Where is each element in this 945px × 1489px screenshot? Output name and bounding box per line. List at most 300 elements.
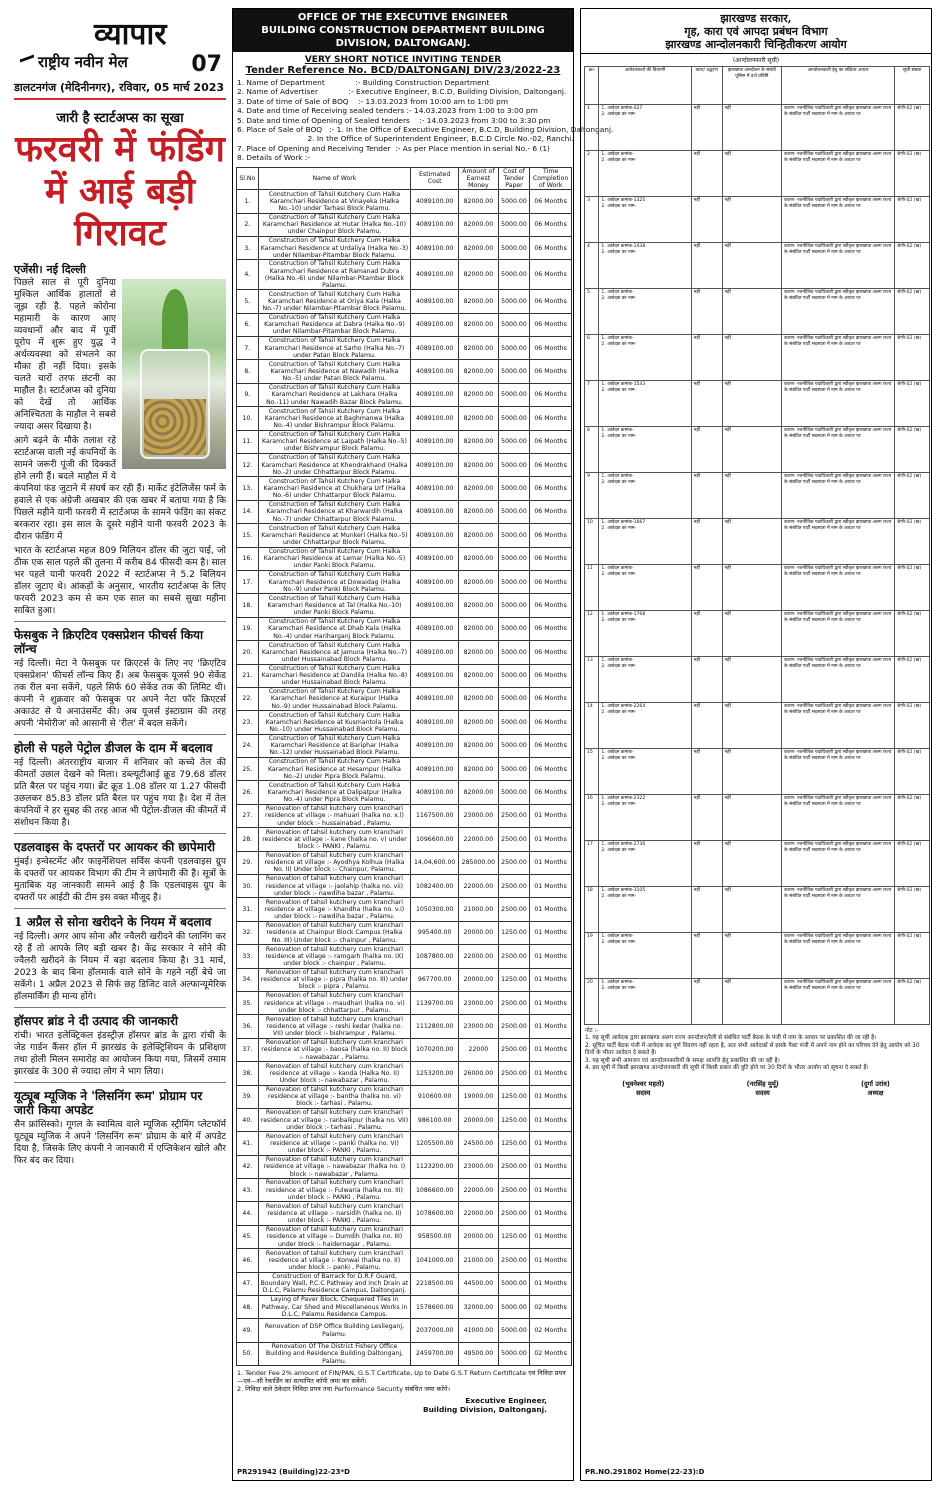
table-cell: 1086600.00 (411, 1179, 459, 1202)
table-cell: नहीं (722, 887, 782, 933)
table-cell: 1. आवेदन क्रमांक- 2. आवेदक का नाम- (599, 289, 691, 335)
table-row (237, 1108, 572, 1131)
table-cell: Renovation of tahsil kutchery cum kranchari residence at village :- ramgarh (halka no. IX) under block :- chainpur , Palamu. (258, 945, 411, 968)
table-cell: 06 Months (530, 360, 572, 383)
table-cell: 2. (237, 213, 259, 236)
table-cell: 5000.00 (498, 213, 530, 236)
table-row (237, 524, 572, 547)
table-cell: नहीं (691, 887, 722, 933)
table-row (585, 795, 930, 841)
table-cell: 22000.00 (459, 945, 499, 968)
table-cell: 1250.00 (498, 1132, 530, 1155)
table-cell: 37. (237, 1038, 259, 1061)
table-row (237, 1342, 572, 1365)
table-cell: कारण- रजनीतिक पदाधिकारी द्वारा स्वीकृत झारखण्ड अलग राज्य के संबंधित पार्टी सदस्यता में नाम के आधार पर (782, 657, 895, 703)
table-cell: 2500.00 (498, 1015, 530, 1038)
table-row (237, 213, 572, 236)
table-row (237, 781, 572, 804)
table-cell: 42. (237, 1155, 259, 1178)
table-cell: 82000.00 (459, 547, 499, 570)
table-row (237, 360, 572, 383)
notice-pr-number: PR.NO.291802 Home(22-23):D (585, 1468, 705, 1476)
table-cell: नहीं (691, 335, 722, 381)
table-cell: 14 (585, 703, 599, 749)
table-cell: Renovation of tahsil kutchery cum kranchari residence at village :- nawabazar (halka no. I) block :- nawabazar , Palamu. (258, 1155, 411, 1178)
table-cell: Construction of Tahsil Kutchery Cum Halka Karamchari Residence at Ramanad Dubra (Halka No.-6) under Nilambar-Pitambar Block Palamu. (258, 260, 411, 290)
table-cell: श्रेणी-02 (ख) (895, 519, 930, 565)
table-cell: 6. (237, 313, 259, 336)
table-cell: Renovation of tahsil kutchery cum kranchari residence at village :- panki (halka no. VI) under block :- PANKI , Palamu. (258, 1132, 411, 1155)
table-cell: 20000.00 (459, 1108, 499, 1131)
table-cell: 1. आवेदन क्रमांक- 2. आवेदक का नाम- (599, 565, 691, 611)
table-row (237, 477, 572, 500)
table-cell: नहीं (691, 979, 722, 1025)
table-cell: 82000.00 (459, 407, 499, 430)
table-cell: 01 Months (530, 1202, 572, 1225)
table-cell: 13 (585, 657, 599, 703)
table-cell: Construction of Tahsil Kutchery Cum Halka Karamchari Residence at Tal (Halka No.-10) under Panki Block Palamu. (258, 594, 411, 617)
table-row (585, 473, 930, 519)
article-title: यूट्यूब म्यूजिक ने 'लिसनिंग रूम' प्रोग्राम पर जारी किया अपडेट (14, 1089, 203, 1117)
table-cell: 01 Months (530, 1155, 572, 1178)
table-cell: 2500.00 (498, 1038, 530, 1061)
table-cell: 4089100.00 (411, 641, 459, 664)
table-cell: Renovation of tahsil kutchery cum kranchari residence at Chainpur Block Campus (Halka No. III) Under block :- chainpur , Palamu. (258, 921, 411, 944)
table-cell: 4089100.00 (411, 734, 459, 757)
table-cell: Construction of Tahsil Kutchery Cum Halka Karamchari Residence at Lemar (Halka No.-5) under Panki Block Palamu. (258, 547, 411, 570)
table-cell: 2500.00 (498, 1202, 530, 1225)
table-cell: 1050300.00 (411, 898, 459, 921)
table-cell: 44500.00 (459, 1272, 499, 1295)
table-cell: नहीं (722, 657, 782, 703)
table-cell: श्रेणी-02 (ख) (895, 795, 930, 841)
table-cell: नहीं (722, 565, 782, 611)
table-row (237, 687, 572, 710)
table-row (237, 260, 572, 290)
table-cell: 06 Months (530, 641, 572, 664)
table-cell: 1. आवेदन क्रमांक-1768 2. आवेदक का नाम- (599, 611, 691, 657)
table-row (585, 197, 930, 243)
table-cell: Construction of Tahsil Kutchery Cum Halka Karamchari Residence at Dowaidag (Halka No.-9) under Panki Block Palamu. (258, 570, 411, 593)
table-cell: श्रेणी-02 (ख) (895, 197, 930, 243)
table-cell: 22000.00 (459, 828, 499, 851)
table-cell: 06 Months (530, 313, 572, 336)
table-cell: 5000.00 (498, 360, 530, 383)
table-cell: 986100.00 (411, 1108, 459, 1131)
table-cell: 28. (237, 828, 259, 851)
notice-header (581, 9, 931, 54)
article-body: सैन फ्रांसिस्को। गूगल के स्वामित्व वाले म्यूजिक स्ट्रीमिंग प्लेटफॉर्म यूट्यूब म्यूजिक ने अपने 'लिसनिंग रूम' प्रोग्राम के बारे में अपडेट दिया है, जिसके लिए कंपनी ने जानकारी में एप्लिकेशन खोले और फिर बंद कर दिया। (14, 1120, 226, 1166)
table-row (237, 641, 572, 664)
table-cell: नहीं (691, 243, 722, 289)
table-cell: 1250.00 (498, 921, 530, 944)
table-cell: 1. आवेदन क्रमांक- 2. आवेदक का नाम- (599, 335, 691, 381)
table-cell: Construction of Tahsil Kutchery Cum Halka Karamchari Residence at Dhab Kala (Halka No.-4) under Hariharganj Block Palamu. (258, 617, 411, 640)
table-cell: 06 Months (530, 547, 572, 570)
table-cell: 1250.00 (498, 1085, 530, 1108)
table-cell: 20 (585, 979, 599, 1025)
table-cell: Renovation Of The District Fishery Office Building and Residence Building Daltonganj, Palamu. (258, 1342, 411, 1365)
table-cell: 1112800.00 (411, 1015, 459, 1038)
coin-jar-photo (122, 279, 226, 469)
table-row (237, 828, 572, 851)
table-cell: 02 Months (530, 1342, 572, 1365)
table-cell: 43. (237, 1179, 259, 1202)
table-cell: 4089100.00 (411, 524, 459, 547)
table-cell: श्रेणी-02 (ख) (895, 473, 930, 519)
table-cell: 50. (237, 1342, 259, 1365)
table-cell: 2500.00 (498, 804, 530, 827)
table-cell: 20. (237, 641, 259, 664)
article-divider (14, 734, 226, 735)
tender-detail-line: 2. Name of Advertiser :- Executive Engineer, B.C.D, Building Division, Daltonganj. (237, 87, 567, 97)
table-cell: 23000.00 (459, 1015, 499, 1038)
table-cell: 06 Months (530, 594, 572, 617)
table-cell: 6 (585, 335, 599, 381)
table-cell: 4089100.00 (411, 260, 459, 290)
table-cell: 36. (237, 1015, 259, 1038)
table-cell: 20000.00 (459, 1225, 499, 1248)
lead-article (14, 277, 226, 617)
table-cell: नहीं (722, 105, 782, 151)
table-cell: 82000.00 (459, 453, 499, 476)
tender-column-header: Cost of Tender Paper (498, 167, 530, 190)
table-row (585, 841, 930, 887)
table-cell: 32. (237, 921, 259, 944)
table-cell: 82000.00 (459, 383, 499, 406)
table-cell: नहीं (722, 151, 782, 197)
table-row (585, 335, 930, 381)
table-cell: 995400.00 (411, 921, 459, 944)
tender-column-header: Amount of Earnest Money (459, 167, 499, 190)
table-row (237, 921, 572, 944)
table-cell: Construction of Tahsil Kutchery Cum Halka Karamchari Residence at Chukhara Urf (Halka No.-6) under Chhattarpur Block Palamu. (258, 477, 411, 500)
table-cell: 1. आवेदन क्रमांक-027 2. आवेदक का नाम- (599, 105, 691, 151)
table-cell: नहीं (722, 979, 782, 1025)
table-row (585, 887, 930, 933)
table-cell: नहीं (722, 703, 782, 749)
notice-notes (581, 1025, 931, 1075)
table-row (237, 875, 572, 898)
table-cell: 20000.00 (459, 968, 499, 991)
table-row (237, 945, 572, 968)
table-cell: 5000.00 (498, 594, 530, 617)
table-cell: 1123200.00 (411, 1155, 459, 1178)
table-cell: 82000.00 (459, 430, 499, 453)
table-cell: Renovation of tahsil kutchery cum kranchari residence at village :- jaolahip (halka no. vii) under block :- nawdiha bazar , Palamu. (258, 875, 411, 898)
table-cell: Renovation of tahsil kutchery cum kranchari residence at village :- reshi kedar (halka no. VII) under block :- bishrampur , Palamu. (258, 1015, 411, 1038)
article-divider (14, 908, 226, 909)
table-cell: 22. (237, 687, 259, 710)
table-row (237, 407, 572, 430)
table-cell: कारण- रजनीतिक पदाधिकारी द्वारा स्वीकृत झारखण्ड अलग राज्य के संबंधित पार्टी सदस्यता में नाम के आधार पर (782, 151, 895, 197)
member-name: (दुर्गा उरांव) (860, 1080, 890, 1089)
table-cell: 1. आवेदन क्रमांक-1667 2. आवेदक का नाम- (599, 519, 691, 565)
table-cell: 16. (237, 547, 259, 570)
table-cell: नहीं (691, 841, 722, 887)
table-cell: 5000.00 (498, 1296, 530, 1319)
brand-logo (20, 52, 128, 72)
table-row (237, 1155, 572, 1178)
article-divider (14, 621, 226, 622)
table-cell: 82000.00 (459, 687, 499, 710)
table-cell: 82000.00 (459, 190, 499, 213)
table-row (585, 381, 930, 427)
table-cell: 18 (585, 887, 599, 933)
table-cell: 82000.00 (459, 617, 499, 640)
table-row (237, 1062, 572, 1085)
notice-signatures (581, 1079, 931, 1097)
table-cell: 06 Months (530, 781, 572, 804)
table-cell: 1070200.00 (411, 1038, 459, 1061)
table-cell: 1. आवेदन क्रमांक-2736 2. आवेदक का नाम- (599, 841, 691, 887)
table-cell: 19. (237, 617, 259, 640)
table-cell: Construction of Tahsil Kutchery Cum Halka Karamchari Residence at Kuraipur (Halka No.-9) under Hussainabad Block Palamu. (258, 687, 411, 710)
article-divider (14, 1007, 226, 1008)
table-cell: 1167500.00 (411, 804, 459, 827)
tender-header (233, 9, 573, 52)
table-cell: 4089100.00 (411, 547, 459, 570)
table-cell: 5000.00 (498, 524, 530, 547)
article-body: रांची। भारत इलेक्ट्रिकल इंडस्ट्रीज़ हॉसपर ब्रांड के द्वारा रांची के जेड गार्डन कैंसर हॉल में झारखंड के इलेक्ट्रिशियन के प्रशिक्षण तथा होली मिलन समारोह का आयोजन किया गया, जिसमें तमाम झारखंड के 300 से ज्यादा लोग ने भाग लिया। (14, 1031, 226, 1077)
table-cell: नहीं (691, 795, 722, 841)
table-cell: 1139700.00 (411, 991, 459, 1014)
table-cell: 5000.00 (498, 1342, 530, 1365)
table-cell: 5000.00 (498, 711, 530, 734)
table-cell: 5000.00 (498, 430, 530, 453)
table-row (237, 1225, 572, 1248)
table-cell: Construction of Tahsil Kutchery Cum Halka Karamchari Residence at Sarho (Halka No.-7) under Patan Block Palamu. (258, 337, 411, 360)
table-cell: श्रेणी-02 (ख) (895, 749, 930, 795)
table-cell: 12. (237, 453, 259, 476)
table-cell: 5000.00 (498, 407, 530, 430)
table-cell: Construction of Tahsil Kutchery Cum Halka Karamchari Residence at Hesampur (Halka No.-2) under Pipra Block Palamu. (258, 758, 411, 781)
table-cell: 3. (237, 237, 259, 260)
table-cell: 82000.00 (459, 477, 499, 500)
table-row (237, 851, 572, 874)
member-signature (622, 1079, 664, 1097)
signer-org: Building Division, Daltonganj. (423, 1405, 547, 1415)
table-cell: श्रेणी-02 (ख) (895, 289, 930, 335)
table-cell: 1096600.00 (411, 828, 459, 851)
notice-column-header: झारखण्ड आन्दोलन के संबंधी पुलिस में दर्ज प्रविष्टि (722, 67, 782, 105)
table-row (237, 617, 572, 640)
table-cell: 06 Months (530, 758, 572, 781)
table-row (585, 611, 930, 657)
table-cell: 06 Months (530, 617, 572, 640)
table-cell: 1. आवेदन क्रमांक-2264 2. आवेदक का नाम- (599, 703, 691, 749)
table-cell: नहीं (722, 335, 782, 381)
lead-body-3: भारत के स्टार्टअप्स महज 809 मिलियन डॉलर की जुटा पाई, जो ठीक एक साल पहले की तुलना में करीब 84 फीसदी कम है। साल भर पहले यानी फरवरी 2022 में स्टार्टअप्स ने 5.2 बिलियन डॉलर जुटाए थे। आंकड़ों के अनुसार, भारतीय स्टार्टअप्स के लिए फरवरी 2023 कम से कम एक साल का सबसे सुखा महीना साबित हुआ। (14, 546, 226, 616)
table-cell: 06 Months (530, 453, 572, 476)
table-cell: नहीं (691, 565, 722, 611)
notice-note: 1. यह सूची आवेदक द्वारा झारखण्ड अलग राज्य आन्दोलन/रैली से संबंधित पार्टी बैठक के पंजी में नाम के आधार पर प्रकाशित की जा रही है। (585, 1035, 877, 1042)
table-cell: 4089100.00 (411, 383, 459, 406)
table-cell: 2500.00 (498, 828, 530, 851)
table-cell: 5000.00 (498, 453, 530, 476)
table-cell: 7 (585, 381, 599, 427)
table-cell: श्रेणी-02 (ख) (895, 105, 930, 151)
table-row (585, 657, 930, 703)
article-body: नई दिल्ली। अंतरराष्ट्रीय बाजार में शनिवार को कच्चे तेल की कीमतों उछाल देखने को मिला। डब्ल्यूटीआई क्रूड 79.68 डॉलर प्रति बैरल पर पहुंच गया। ब्रेंट क्रूड 1.08 डॉलर या 1.27 फीसदी उछलकर 85.83 डॉलर प्रति बैरल पर पहुंच गया है। देश में तेल कंपनियों ने हर सुबह की तरह आज भी पेट्रोल-डीजल की कीमतें में संशोधन किया है। (14, 758, 226, 828)
table-cell: 5000.00 (498, 781, 530, 804)
table-cell: 47. (237, 1272, 259, 1295)
table-row (585, 749, 930, 795)
table-cell: कारण- रजनीतिक पदाधिकारी द्वारा स्वीकृत झारखण्ड अलग राज्य के संबंधित पार्टी सदस्यता में नाम के आधार पर (782, 197, 895, 243)
table-cell: 24500.00 (459, 1132, 499, 1155)
table-cell: 1 (585, 105, 599, 151)
bird-icon (20, 54, 34, 69)
article-body: नई दिल्ली। मेटा ने फेसबुक पर क्रिएटर्स के लिए नए 'क्रिएटिव एक्सप्रेशन' फीचर्स लॉन्च किए हैं। अब फेसबुक यूजर्स 90 सेकेंड तक रील बना सकेंगे, पहले सिर्फ 60 सेकेंड तक की लिमिट थी। कंपनी ने शुक्रवार को फेसबुक पर अपने नेटा फॉर क्रिएटर्स अकाउंट से ये अनाउंसमेंट की। अब यूजर्स इंस्टाग्राम की तरह अपनी 'मेमोरीज' को आसानी से 'रील' में बदल सकेंगे। (14, 659, 226, 729)
dateline: डालटनगंज (मेदिनीनगर), रविवार, 05 मार्च 2023 (14, 81, 225, 94)
table-cell: 01 Months (530, 991, 572, 1014)
table-cell: 4089100.00 (411, 617, 459, 640)
table-cell: 82000.00 (459, 260, 499, 290)
table-cell: 1. आवेदन क्रमांक-1325 2. आवेदक का नाम- (599, 197, 691, 243)
table-cell: 1250.00 (498, 1225, 530, 1248)
table-cell: 06 Months (530, 734, 572, 757)
table-cell: श्रेणी-02 (ख) (895, 335, 930, 381)
table-row (237, 1249, 572, 1272)
table-cell: 01 Months (530, 1132, 572, 1155)
tender-detail-line: 5. Date and time of Opening of Sealed tenders :- 14.03.2023 from 3:00 to 3:30 pm (237, 115, 551, 125)
notice-column-header: सूची संख्या (895, 67, 930, 105)
table-cell: 06 Months (530, 524, 572, 547)
table-cell: 24. (237, 734, 259, 757)
table-cell: 49. (237, 1319, 259, 1342)
table-cell: Construction of Tahsil Kutchery Cum Halka Karamchari Residence at Laipath (Halka No.-5) under Bishrampur Block Palamu. (258, 430, 411, 453)
table-cell: कारण- रजनीतिक पदाधिकारी द्वारा स्वीकृत झारखण्ड अलग राज्य के संबंधित पार्टी सदस्यता में नाम के आधार पर (782, 749, 895, 795)
table-cell: 14,04,600.00 (411, 851, 459, 874)
table-cell: 30. (237, 875, 259, 898)
table-cell: 5000.00 (498, 313, 530, 336)
table-cell: 4 (585, 243, 599, 289)
table-cell: 82000.00 (459, 711, 499, 734)
table-cell: 23. (237, 711, 259, 734)
notice-commission: झारखण्ड आन्दोलनकारी चिन्हितीकरण आयोग (665, 38, 847, 51)
table-cell: 34. (237, 968, 259, 991)
table-cell: 82000.00 (459, 360, 499, 383)
table-row (585, 703, 930, 749)
table-cell: 11 (585, 565, 599, 611)
notice-column-header: आवेदनकर्त्ता की विवरणी (599, 67, 691, 105)
table-cell: 23000.00 (459, 991, 499, 1014)
table-row (585, 979, 930, 1025)
table-cell: Renovation of tahsil kutchery cum kranchari residence at village :- narsidih (halka no. II) under block :- PANKI , Palamu. (258, 1202, 411, 1225)
table-cell: Renovation of tahsil kutchery cum kranchari residence at village :- Dumdih (halka no. III) under block :- haidernagar , Palamu. (258, 1225, 411, 1248)
table-cell: 5000.00 (498, 260, 530, 290)
table-cell: 4089100.00 (411, 453, 459, 476)
table-cell: 29. (237, 851, 259, 874)
table-cell: 48. (237, 1296, 259, 1319)
table-row (585, 105, 930, 151)
table-cell: Renovation of tahsil kutchery cum kranchari residence at village :- maudhari (halka no. vi) under block :- chhattarpur , Palamu. (258, 991, 411, 1014)
table-cell: Renovation of tahsil kutchery cum kranchari residence at village :- mahuari (halka no. x.l) under block :- hussainabad , Palamu. (258, 804, 411, 827)
table-cell: 06 Months (530, 570, 572, 593)
table-cell: श्रेणी-02 (ख) (895, 151, 930, 197)
table-cell: 25. (237, 758, 259, 781)
table-cell: 4089100.00 (411, 500, 459, 523)
lead-byline: एजेंसी। नई दिल्ली (14, 263, 86, 276)
table-cell: 33. (237, 945, 259, 968)
table-cell: 26000.00 (459, 1062, 499, 1085)
table-cell: 10. (237, 407, 259, 430)
table-row (585, 243, 930, 289)
table-cell: नहीं (691, 519, 722, 565)
table-cell: Construction of Tahsil Kutchery Cum Halka Karamchari Residence at Jamuna (Halka No.-7) under Hussainabad Block Palamu. (258, 641, 411, 664)
table-cell: कारण- रजनीतिक पदाधिकारी द्वारा स्वीकृत झारखण्ड अलग राज्य के संबंधित पार्टी सदस्यता में नाम के आधार पर (782, 289, 895, 335)
table-cell: Construction of Tahsil Kutchery Cum Halka Karamchari Residence at Bariphar (Halka No.-12) under Hussainabad Block Palamu. (258, 734, 411, 757)
table-cell: 5000.00 (498, 1319, 530, 1342)
table-cell: 06 Months (530, 664, 572, 687)
table-cell: कारण- रजनीतिक पदाधिकारी द्वारा स्वीकृत झारखण्ड अलग राज्य के संबंधित पार्टी सदस्यता में नाम के आधार पर (782, 795, 895, 841)
table-cell: 01 Months (530, 1108, 572, 1131)
table-cell: 06 Months (530, 190, 572, 213)
table-cell: 22000.00 (459, 875, 499, 898)
table-cell: श्रेणी-02 (ख) (895, 703, 930, 749)
table-cell: 4089100.00 (411, 190, 459, 213)
table-cell: 5000.00 (498, 237, 530, 260)
table-cell: 958500.00 (411, 1225, 459, 1248)
table-cell: कारण- रजनीतिक पदाधिकारी द्वारा स्वीकृत झारखण्ड अलग राज्य के संबंधित पार्टी सदस्यता में नाम के आधार पर (782, 979, 895, 1025)
table-cell: 06 Months (530, 407, 572, 430)
table-cell: 5000.00 (498, 641, 530, 664)
table-cell: 2500.00 (498, 1179, 530, 1202)
table-cell: 2500.00 (498, 1155, 530, 1178)
tender-detail-line: 6. Place of Sale of BOQ :- 1. In the Office of Executive Engineer, B.C.D, Building Division, Daltonganj. (237, 125, 614, 135)
tender-detail-line: 4. Date and time of Receiving sealed tenders :- 14.03.2023 from 1:00 to 3:00 pm (237, 106, 538, 116)
table-cell: 17 (585, 841, 599, 887)
section-title: व्यापार (94, 17, 167, 52)
table-cell: Construction of Tahsil Kutchery Cum Halka Karamchari Residence at Baghmanwa (Halka No.-4) under Bishrampur Block Palamu. (258, 407, 411, 430)
table-cell: श्रेणी-02 (ख) (895, 243, 930, 289)
table-cell: 19000.00 (459, 1085, 499, 1108)
table-row (237, 1272, 572, 1295)
article-title: 1 अप्रैल से सोना खरीदने के नियम में बदलाव (14, 915, 212, 929)
table-row (237, 898, 572, 921)
table-row (237, 594, 572, 617)
table-cell: कारण- रजनीतिक पदाधिकारी द्वारा स्वीकृत झारखण्ड अलग राज्य के संबंधित पार्टी सदस्यता में नाम के आधार पर (782, 565, 895, 611)
table-cell: 01 Months (530, 898, 572, 921)
table-row (585, 151, 930, 197)
table-cell: 1253200.00 (411, 1062, 459, 1085)
tender-detail-line: 1. Name of Department :- Building Construction Department (237, 78, 490, 87)
brand-name: राष्ट्रीय नवीन मेल (38, 53, 128, 71)
table-cell: 4089100.00 (411, 781, 459, 804)
tender-division: BUILDING CONSTRUCTION DEPARTMENT BUILDING DIVISION, DALTONGANJ. (261, 25, 545, 49)
table-cell: नहीं (722, 427, 782, 473)
table-cell: 01 Months (530, 945, 572, 968)
tender-table (236, 167, 572, 1367)
tender-column-header: Estimated Cost (411, 167, 459, 190)
table-cell: 14. (237, 500, 259, 523)
table-cell: 35. (237, 991, 259, 1014)
table-cell: 4089100.00 (411, 758, 459, 781)
table-cell: 46. (237, 1249, 259, 1272)
table-row (585, 519, 930, 565)
table-cell: 3 (585, 197, 599, 243)
table-row (585, 289, 930, 335)
table-cell: 2500.00 (498, 1062, 530, 1085)
table-cell: 02 Months (530, 1319, 572, 1342)
tender-signature (233, 1396, 573, 1414)
table-cell: नहीं (691, 657, 722, 703)
table-cell: 1250.00 (498, 1108, 530, 1131)
table-cell: 82000.00 (459, 213, 499, 236)
table-cell: श्रेणी-02 (ख) (895, 841, 930, 887)
table-cell: 4089100.00 (411, 687, 459, 710)
table-cell: 21. (237, 664, 259, 687)
